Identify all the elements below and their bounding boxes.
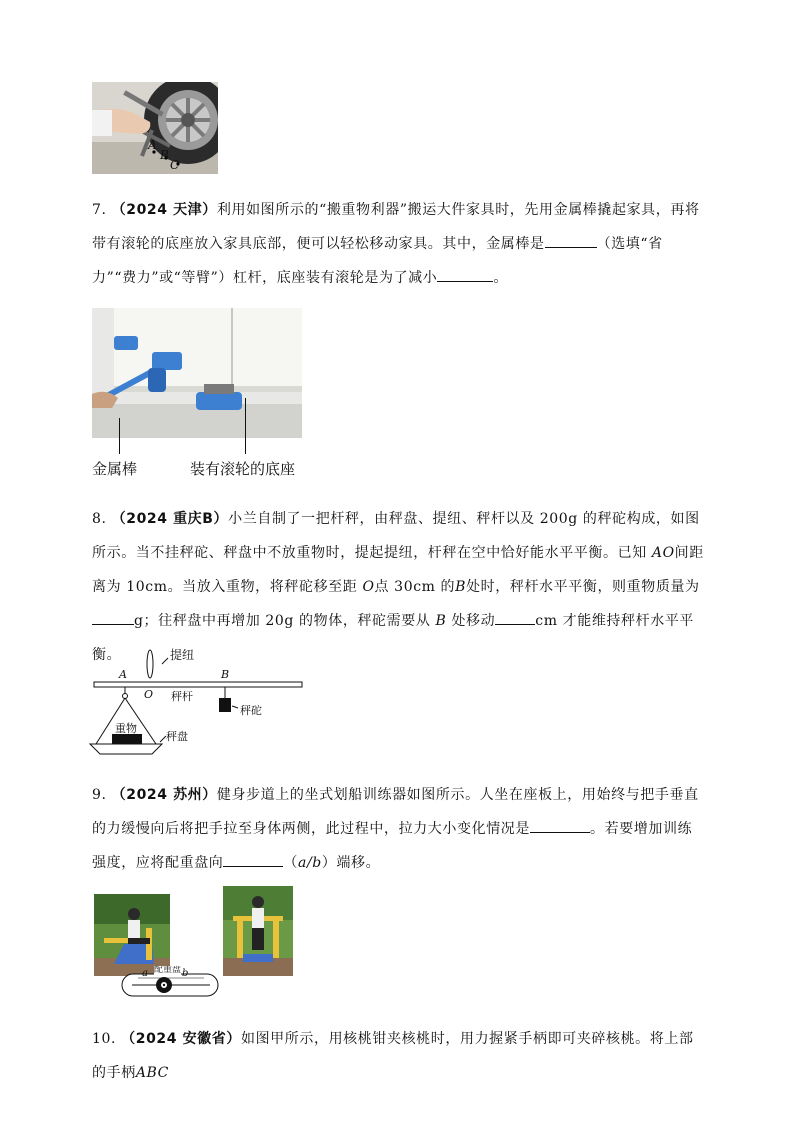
- variable-ao: AO: [651, 545, 675, 561]
- caption-metal-rod: 金属棒: [92, 460, 138, 478]
- question-text: （选填“省力”“费力”或“等臂”）杠杆，底座装有滚轮是为了减小: [92, 236, 663, 286]
- weight-plate-label: 配重盘: [154, 966, 181, 975]
- question-7: [92, 193, 706, 295]
- question-text: 利用如图所示的“搬重物利器”搬运大件家具时，先用金属棒撬起家具，再将带有滚轮的底座放入家具底部，便可以轻松移动家具。其中，金属棒是: [92, 202, 700, 252]
- answer-blank[interactable]: [92, 610, 134, 625]
- tinui-label: 提纽: [170, 648, 195, 662]
- point-a-label: A: [148, 138, 157, 152]
- point-o-label: O: [144, 688, 154, 701]
- weight-label: 秤砣: [240, 704, 262, 717]
- point-a-label: A: [119, 668, 127, 681]
- question-number: 9.: [92, 787, 107, 803]
- question-text: （: [283, 855, 299, 871]
- point-c-label: C: [170, 158, 180, 172]
- question-source: （2024 重庆B）: [111, 511, 229, 527]
- question-9: [92, 778, 706, 880]
- question-source: （2024 天津）: [111, 202, 217, 218]
- end-b-label: b: [182, 968, 189, 979]
- answer-blank[interactable]: [223, 852, 283, 867]
- question-text: ）端移。: [321, 855, 381, 871]
- variable-o: O: [362, 579, 375, 595]
- variable-b: B: [435, 613, 447, 629]
- wheel-wrench-photo: [92, 82, 218, 174]
- question-text: g；往秤盘中再增加 20g 的物体，秤砣需要从: [134, 613, 431, 629]
- caption-wheeled-base: 装有滚轮的底座: [190, 460, 296, 478]
- question-text: 小兰自制了一把杆秤，由秤盘、提纽、秤杆以及 200g 的秤砣构成，如图所示。当不挂秤砣、秤盘中不放重物时，提起提纽，杆秤在空中恰好能水平平衡。已知: [92, 511, 700, 561]
- rowing-trainer-photo-2: [223, 886, 293, 976]
- answer-blank[interactable]: [545, 233, 597, 248]
- rod-label: 秤杆: [171, 690, 193, 703]
- question-number: 8.: [92, 511, 107, 527]
- question-text: cm 才能维持秤杆水平平衡。: [92, 613, 695, 663]
- question-number: 7.: [92, 202, 107, 218]
- question-10: [92, 1022, 706, 1090]
- variable-abc: ABC: [135, 1065, 169, 1081]
- rowing-trainer-photo-1: [94, 894, 170, 976]
- question-source: （2024 安徽省）: [121, 1031, 241, 1047]
- question-text: 如图甲所示，用核桃钳夹核桃时，用力握紧手柄即可夹碎核桃。将上部的手柄: [92, 1031, 694, 1081]
- furniture-mover-photo: [92, 308, 302, 438]
- question-text: 处移动: [451, 613, 496, 629]
- variable-b: B: [455, 579, 467, 595]
- question-number: 10.: [92, 1031, 117, 1047]
- question-text: 。若要增加训练强度，应将配重盘向: [92, 821, 693, 871]
- answer-blank[interactable]: [437, 267, 493, 282]
- question-text: 。: [493, 270, 508, 286]
- question-source: （2024 苏州）: [111, 787, 217, 803]
- pan-label: 秤盘: [166, 730, 188, 743]
- variable-ab: a/b: [298, 855, 322, 871]
- question-text: 处时，秤杆水平平衡，则重物质量为: [466, 579, 700, 595]
- point-b-label: B: [160, 148, 169, 162]
- object-label: 重物: [115, 722, 137, 735]
- question-text: 点 30cm 的: [374, 579, 456, 595]
- answer-blank[interactable]: [530, 818, 590, 833]
- question-text: 间距离为 10cm。当放入重物，将秤砣移至距: [92, 545, 704, 595]
- question-text: 健身步道上的坐式划船训练器如图所示。人坐在座板上，用始终与把手垂直的力缓慢向后将把手拉至身体两侧，此过程中，拉力大小变化情况是: [92, 787, 699, 837]
- weight-plate-diagram: [118, 966, 222, 1000]
- end-a-label: a: [142, 968, 148, 979]
- steelyard-diagram: [88, 644, 308, 756]
- point-b-label: B: [221, 668, 230, 681]
- answer-blank[interactable]: [495, 610, 535, 625]
